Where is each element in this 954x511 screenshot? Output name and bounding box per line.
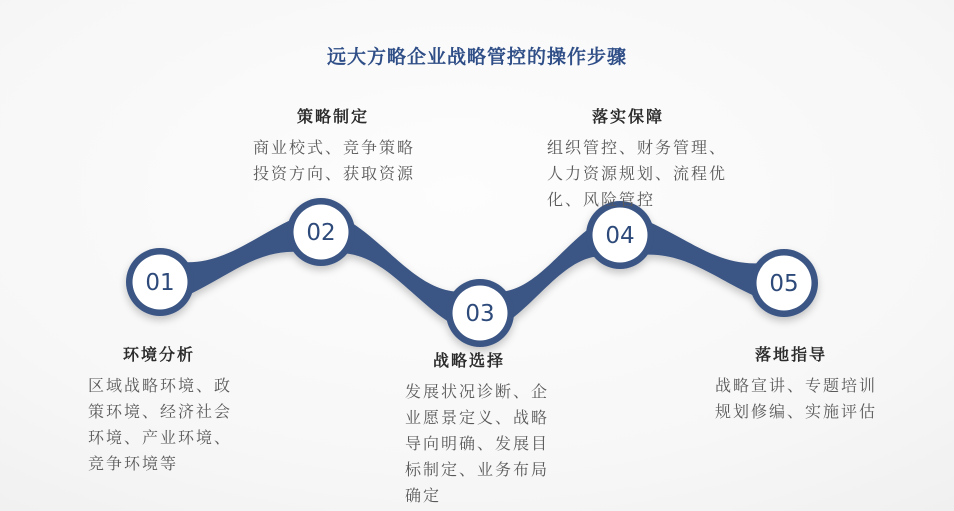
- step-1-desc-line: 竞争环境等: [88, 456, 179, 473]
- step-4-number: 04: [605, 223, 635, 249]
- step-5-desc-line: 规划修编、实施评估: [715, 404, 878, 421]
- step-3-number: 03: [465, 301, 495, 327]
- step-5-text-block: [715, 342, 877, 426]
- step-3-desc-line: 发展状况诊断、企: [405, 384, 550, 401]
- step-1-desc-line: 区域战略环境、政: [88, 378, 233, 395]
- page-title: 远大方略企业战略管控的操作步骤: [326, 47, 627, 68]
- step-4-desc-line: 组织管控、财务管理、: [547, 140, 728, 157]
- step-2-label: 策略制定: [297, 109, 370, 126]
- step-2-desc-line: 商业校式、竞争策略: [253, 140, 416, 157]
- step-4-desc-line: 人力资源规划、流程优: [547, 166, 728, 183]
- step-1-label: 环境分析: [123, 347, 196, 364]
- step-4-label: 落实保障: [592, 109, 665, 126]
- step-2-number: 02: [306, 220, 336, 246]
- step-1-desc-line: 策环境、经济社会: [88, 404, 233, 421]
- step-2-text-block: [253, 104, 415, 188]
- step-5-label: 落地指导: [755, 347, 828, 364]
- step-1-desc-line: 环境、产业环境、: [88, 430, 233, 447]
- step-3-text-block: [405, 348, 549, 510]
- step-4-text-block: [547, 104, 727, 214]
- step-5-desc-line: 战略宣讲、专题培训: [715, 378, 878, 395]
- step-4-desc-line: 化、风险管控: [547, 192, 656, 209]
- step-1-number: 01: [145, 270, 175, 296]
- step-3-desc-line: 确定: [405, 488, 442, 505]
- step-5-number: 05: [769, 271, 799, 297]
- step-3-desc-line: 导向明确、发展目: [405, 436, 550, 453]
- step-2-desc-line: 投资方向、获取资源: [253, 166, 416, 183]
- step-3-label: 战略选择: [433, 353, 506, 370]
- step-3-desc-line: 业愿景定义、战略: [405, 410, 550, 427]
- step-1-text-block: [88, 342, 232, 478]
- step-3-desc-line: 标制定、业务布局: [405, 462, 550, 479]
